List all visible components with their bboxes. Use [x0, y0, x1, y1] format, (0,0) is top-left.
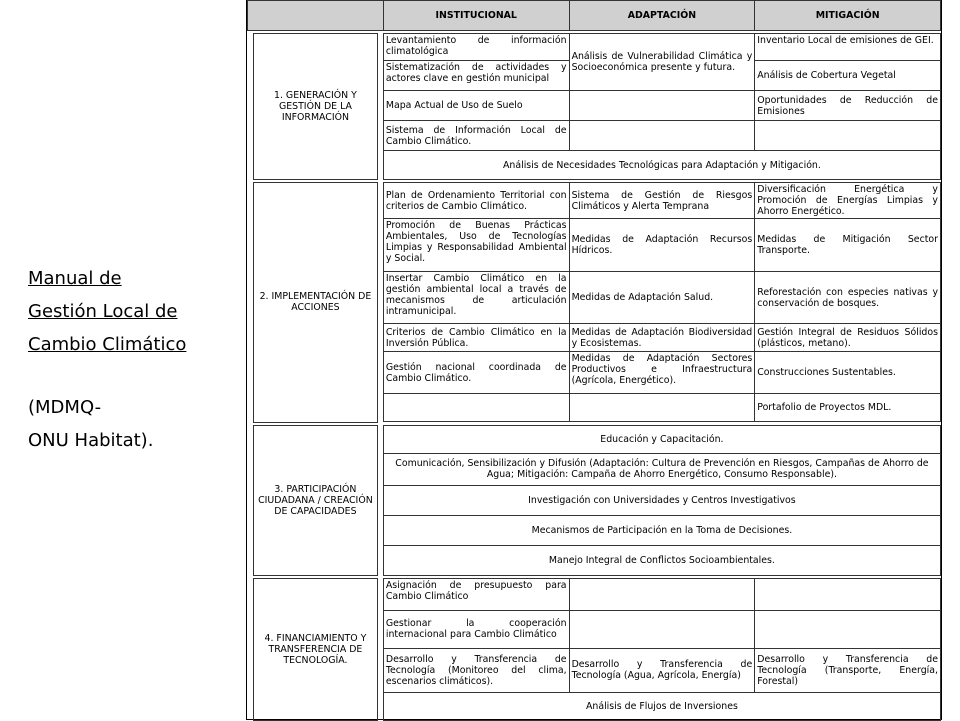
p2-r5-mitig: Construcciones Sustentables.	[755, 352, 941, 394]
p2-r3-inst: Insertar Cambio Climático en la gestión ambiental local a través de mecanismos de articulación intramunicipal.	[383, 272, 569, 324]
p4-tech-mitig: Desarrollo y Transferencia de Tecnología (Transporte, Energía, Forestal)	[755, 648, 941, 692]
p2-r2-inst: Promoción de Buenas Prácticas Ambientales, Uso de Tecnologías Limpias y Responsabilidad Ambiental y Social.	[383, 219, 569, 272]
empty-cell	[755, 121, 941, 151]
p4-inst-1: Asignación de presupuesto para Cambio Climático	[383, 578, 569, 610]
p4-tech-inst: Desarrollo y Transferencia de Tecnología (Monitoreo del clima, escenarios climáticos).	[383, 648, 569, 692]
corner-cell	[248, 1, 384, 31]
p2-r3-adapt: Medidas de Adaptación Salud.	[569, 272, 755, 324]
p3-row-3: Investigación con Universidades y Centros Investigativos	[383, 485, 940, 515]
p1-inst-1: Levantamiento de información climatológica	[383, 34, 569, 61]
p4-tech-adapt: Desarrollo y Transferencia de Tecnología (Agua, Agrícola, Energía)	[569, 648, 755, 692]
phase-1-label: 1. GENERACIÓN Y GESTIÓN DE LA INFORMACIÓN	[253, 34, 377, 180]
p2-r5-inst: Gestión nacional coordinada de Cambio Climático.	[383, 352, 569, 394]
p3-row-1: Educación y Capacitación.	[383, 425, 940, 453]
p1-adapt: Análisis de Vulnerabilidad Climática y Socioeconómica presente y futura.	[569, 34, 755, 91]
empty-cell	[569, 394, 755, 422]
p2-r4-inst: Criterios de Cambio Climático en la Inversión Pública.	[383, 324, 569, 352]
p2-r3-mitig: Reforestación con especies nativas y conservación de bosques.	[755, 272, 941, 324]
empty-cell	[383, 394, 569, 422]
p2-last-mitig: Portafolio de Proyectos MDL.	[755, 394, 941, 422]
table-row	[248, 183, 941, 219]
p2-r5-adapt: Medidas de Adaptación Sectores Productivos e Infraestructura (Agrícola, Energético).	[569, 352, 755, 394]
p3-row-4: Mecanismos de Participación en la Toma de Decisiones.	[383, 515, 940, 545]
p3-row-5: Manejo Integral de Conflictos Socioambientales.	[383, 545, 940, 575]
climate-matrix-table	[247, 0, 941, 721]
p1-inst-2: Sistematización de actividades y actores clave en gestión municipal	[383, 61, 569, 91]
p2-r2-mitig: Medidas de Mitigación Sector Transporte.	[755, 219, 941, 272]
slide-caption	[28, 262, 228, 457]
p4-span: Análisis de Flujos de Inversiones	[383, 692, 940, 720]
empty-cell	[569, 578, 755, 610]
p4-inst-2: Gestionar la cooperación internacional para Cambio Climático	[383, 610, 569, 648]
p1-mitig-1: Inventario Local de emisiones de GEI.	[755, 34, 941, 61]
table-row	[248, 425, 941, 453]
phase-4-label: 4. FINANCIAMIENTO Y TRANSFERENCIA DE TECNOLOGÍA.	[253, 578, 377, 720]
caption-title-line-1: Manual de	[28, 268, 122, 289]
p2-r4-mitig: Gestión Integral de Residuos Sólidos (plásticos, metano).	[755, 324, 941, 352]
p2-r4-adapt: Medidas de Adaptación Biodiversidad y Ecosistemas.	[569, 324, 755, 352]
caption-title-line-3: Cambio Climático	[28, 334, 187, 355]
header-institucional: INSTITUCIONAL	[383, 1, 569, 31]
p2-r1-inst: Plan de Ordenamiento Territorial con criterios de Cambio Climático.	[383, 183, 569, 219]
header-adaptacion: ADAPTACIÓN	[569, 1, 755, 31]
caption-source-line-2: ONU Habitat).	[28, 430, 154, 451]
p3-row-2: Comunicación, Sensibilización y Difusión (Adaptación: Cultura de Prevención en Riesgos, Campañas de Ahorro de Agua; Mitigación: Campaña de Ahorro Energético, Consumo Responsable).	[383, 453, 940, 485]
empty-cell	[569, 610, 755, 648]
p2-r1-mitig: Diversificación Energética y Promoción de Energías Limpias y Ahorro Energético.	[755, 183, 941, 219]
p1-mitig-3: Oportunidades de Reducción de Emisiones	[755, 91, 941, 121]
caption-source-line-1: (MDMQ-	[28, 397, 102, 418]
header-row	[248, 1, 941, 31]
phase-3-label: 3. PARTICIPACIÓN CIUDADANA / CREACIÓN DE CAPACIDADES	[253, 425, 377, 575]
phase-2-label: 2. IMPLEMENTACIÓN DE ACCIONES	[253, 183, 377, 423]
empty-cell	[755, 578, 941, 610]
p1-inst-4: Sistema de Información Local de Cambio Climático.	[383, 121, 569, 151]
matrix-sheet	[246, 0, 942, 720]
p2-r1-adapt: Sistema de Gestión de Riesgos Climáticos y Alerta Temprana	[569, 183, 755, 219]
p1-inst-3: Mapa Actual de Uso de Suelo	[383, 91, 569, 121]
p1-span: Análisis de Necesidades Tecnológicas para Adaptación y Mitigación.	[383, 151, 940, 180]
p2-r2-adapt: Medidas de Adaptación Recursos Hídricos.	[569, 219, 755, 272]
empty-cell	[569, 121, 755, 151]
table-row	[248, 34, 941, 61]
p1-mitig-2: Análisis de Cobertura Vegetal	[755, 61, 941, 91]
empty-cell	[755, 610, 941, 648]
table-row	[248, 578, 941, 610]
header-mitigacion: MITIGACIÓN	[755, 1, 941, 31]
empty-cell	[569, 91, 755, 121]
caption-title-line-2: Gestión Local de	[28, 301, 178, 322]
